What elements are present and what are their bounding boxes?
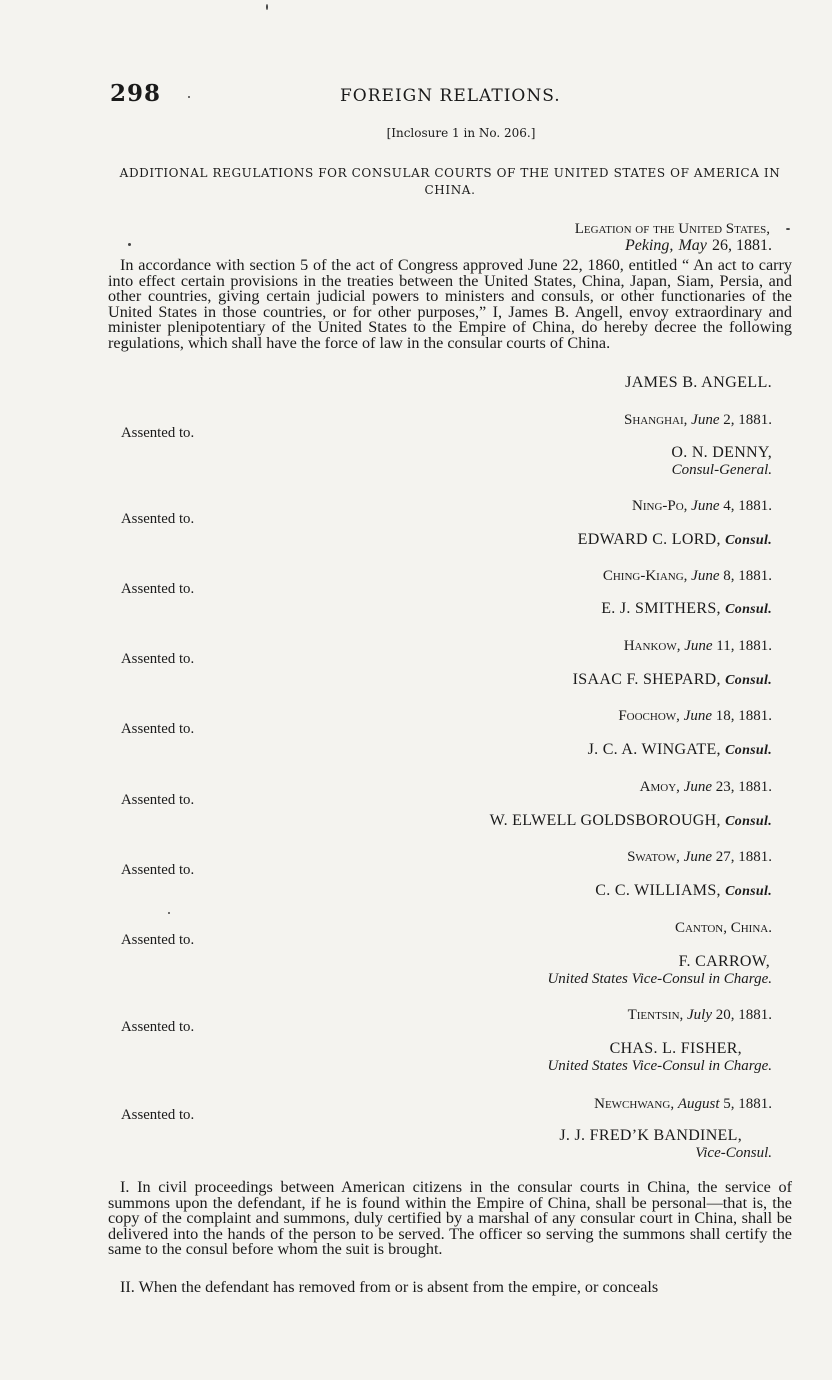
- assent-label: Assented to.: [121, 932, 195, 948]
- assent-name: F. CARROW,: [678, 953, 770, 970]
- running-title: FOREIGN RELATIONS.: [340, 86, 561, 106]
- assent-label: Assented to.: [121, 721, 195, 737]
- assent-label: Assented to.: [121, 1107, 195, 1123]
- assent-name: J. J. FRED’K BANDINEL,: [559, 1127, 742, 1144]
- regulation-1: [108, 1180, 792, 1258]
- decree-paragraph: [108, 258, 792, 351]
- print-speck: [786, 228, 790, 230]
- regulation-2-text: II. When the defendant has removed from or is absent from the empire, or conceals: [120, 1278, 659, 1296]
- assent-place-date: Hankow, June 11, 1881.: [623, 638, 772, 654]
- assent-signature: C. C. WILLIAMS, Consul.: [595, 882, 772, 899]
- assent-place-date: Newchwang, August 5, 1881.: [594, 1096, 772, 1112]
- document-title: ADDITIONAL REGULATIONS FOR CONSULAR COURTS OF THE UNITED STATES OF AMERICA IN CHINA.: [119, 166, 781, 197]
- assent-place-date: Amoy, June 23, 1881.: [639, 779, 772, 795]
- assent-label: Assented to.: [121, 511, 195, 527]
- regulation-2: [108, 1280, 792, 1296]
- print-speck: [128, 243, 131, 246]
- decree-text: In accordance with section 5 of the act of Congress approved June 22, 1860, entitled “ An act to carry into effect certain provisions in the treaties between the United States, China, Japan, Siam, Persia, and other countries, giving certain judicial powers to ministers and consuls, or other functionaries of the United States in those countries, or for other purposes,” I, James B. Angell, envoy extraordinary and minister plenipotentiary of the United States to the Empire of China, do hereby decree the following regulations, which shall have the force of law in the consular courts of China.: [108, 256, 792, 352]
- assent-label: Assented to.: [121, 581, 195, 597]
- assent-place-date: Canton, China.: [674, 920, 772, 936]
- assent-place-date: Tientsin, July 20, 1881.: [627, 1007, 772, 1023]
- assent-signature: ISAAC F. SHEPARD, Consul.: [572, 671, 772, 688]
- assent-name: CHAS. L. FISHER,: [609, 1040, 742, 1057]
- print-speck: [266, 4, 268, 10]
- assent-label: Assented to.: [121, 862, 195, 878]
- assent-signature: EDWARD C. LORD, Consul.: [577, 531, 772, 548]
- inclosure-note: [Inclosure 1 in No. 206.]: [386, 126, 536, 140]
- assent-name: O. N. DENNY,: [671, 444, 772, 461]
- assent-label: Assented to.: [121, 792, 195, 808]
- assent-signature: W. ELWELL GOLDSBOROUGH, Consul.: [489, 812, 772, 829]
- dateline-place: Legation of the United States,: [574, 221, 770, 237]
- assent-place-date: Foochow, June 18, 1881.: [618, 708, 772, 724]
- assent-place-date: Ning-Po, June 4, 1881.: [632, 498, 772, 514]
- assent-title: United States Vice-Consul in Charge.: [547, 1058, 772, 1074]
- print-speck: [188, 96, 190, 98]
- dateline-date: Peking, May 26, 1881.: [624, 237, 772, 254]
- page-number: 298: [110, 80, 162, 107]
- assent-place-date: Ching-Kiang, June 8, 1881.: [602, 568, 772, 584]
- print-speck: [168, 912, 170, 914]
- assent-title: Consul-General.: [671, 462, 772, 478]
- assent-label: Assented to.: [121, 425, 195, 441]
- decree-signature: JAMES B. ANGELL.: [625, 373, 772, 391]
- assent-label: Assented to.: [121, 1019, 195, 1035]
- assent-label: Assented to.: [121, 651, 195, 667]
- assent-place-date: Shanghai, June 2, 1881.: [624, 412, 772, 428]
- assent-signature: J. C. A. WINGATE, Consul.: [587, 741, 772, 758]
- assent-signature: E. J. SMITHERS, Consul.: [601, 600, 772, 617]
- assent-title: United States Vice-Consul in Charge.: [547, 971, 772, 987]
- regulation-1-text: I. In civil proceedings between American citizens in the consular courts in China, the service of summons upon the defendant, if he is found within the Empire of China, shall be personal—that is, the copy of the complaint and summons, duly certified by a marshal of any consular court in China, shall be delivered into the hands of the person to be served. The officer so serving the summons shall certify the same to the consul before whom the suit is brought.: [108, 1178, 792, 1258]
- assent-place-date: Swatow, June 27, 1881.: [627, 849, 772, 865]
- assent-title: Vice-Consul.: [695, 1145, 772, 1161]
